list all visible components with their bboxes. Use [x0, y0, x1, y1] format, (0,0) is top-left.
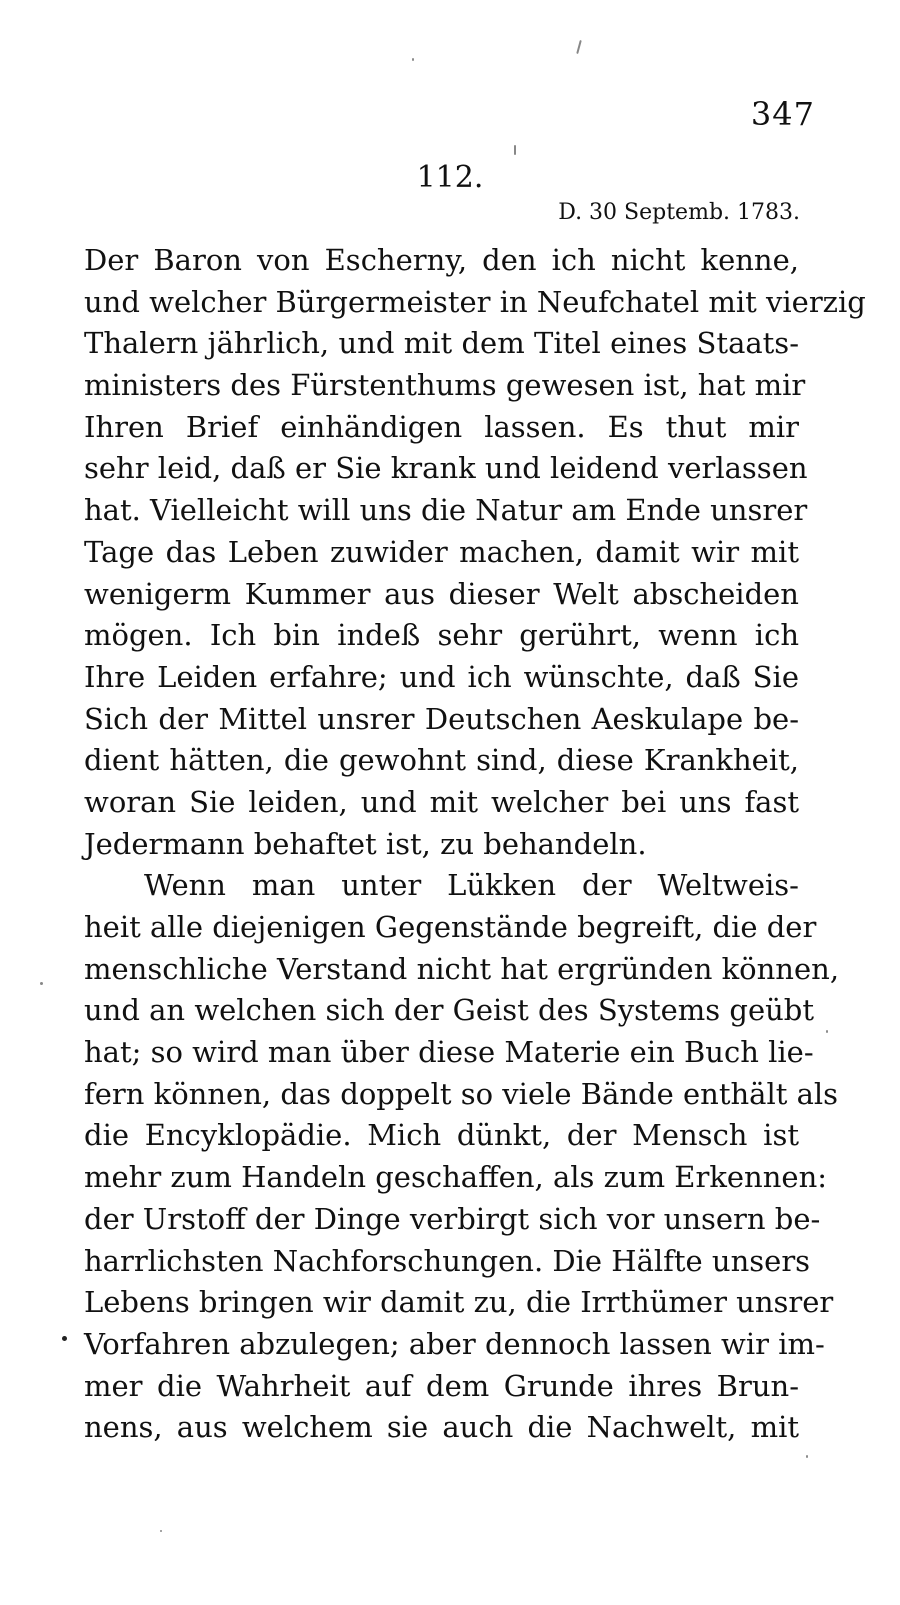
text-line: Ihre Leiden erfahre; und ich wünschte, daß Sie [84, 659, 799, 694]
paragraph-2 [84, 865, 840, 1449]
text-line: wenigerm Kummer aus dieser Welt abscheiden [84, 576, 799, 611]
text-line: fern können, das doppelt so viele Bände enthält als [84, 1076, 839, 1111]
speck [160, 1530, 162, 1532]
text-line: hat; so wird man über diese Materie ein Buch lie- [84, 1035, 814, 1070]
text-line: Thalern jährlich, und mit dem Titel eines Staats- [84, 326, 799, 361]
text-line: und an welchen sich der Geist des Systems geübt [84, 993, 815, 1028]
speck [576, 40, 582, 54]
text-line: Sich der Mittel unsrer Deutschen Aeskulape be- [84, 701, 799, 736]
text-line: heit alle diejenigen Gegenstände begreift, die der [84, 910, 817, 944]
text-line: und welcher Bürgermeister in Neufchatel mit vierzig [84, 284, 866, 319]
speck [826, 1030, 828, 1033]
text-line: Wenn man unter Lükken der Weltweis- [144, 868, 799, 903]
text-line: Jedermann behaftet ist, zu behandeln. [84, 826, 647, 861]
page-number: 347 [750, 95, 815, 133]
text-line: Der Baron von Escherny, den ich nicht kenne, [84, 243, 799, 277]
text-line: sehr leid, daß er Sie krank und leidend verlassen [84, 451, 808, 486]
paragraph-1 [84, 240, 866, 865]
text-line: mögen. Ich bin indeß sehr gerührt, wenn ich [84, 618, 799, 653]
speck [40, 982, 43, 985]
text-line: die Encyklopädie. Mich dünkt, der Mensch ist [84, 1118, 799, 1153]
speck [62, 1336, 67, 1341]
text-line: dient hätten, die gewohnt sind, diese Krankheit, [84, 743, 799, 778]
letter-number: 112. [416, 160, 484, 195]
text-line: nens, aus welchem sie auch die Nachwelt, mit [84, 1410, 799, 1445]
letter-body [84, 240, 866, 1449]
text-line: der Urstoff der Dinge verbirgt sich vor unsern be- [84, 1201, 821, 1236]
text-line: Ihren Brief einhändigen lassen. Es thut mir [84, 409, 799, 444]
text-line: hat. Vielleicht will uns die Natur am Ende unsrer [84, 493, 808, 528]
dateline: D. 30 Septemb. 1783. [558, 200, 800, 225]
text-line: mehr zum Handeln geschaffen, als zum Erkennen: [84, 1160, 828, 1195]
text-line: mer die Wahrheit auf dem Grunde ihres Brun- [84, 1368, 799, 1403]
speck [806, 1455, 808, 1458]
text-line: menschliche Verstand nicht hat ergründen können, [84, 951, 840, 986]
text-line: woran Sie leiden, und mit welcher bei uns fast [84, 784, 799, 819]
text-line: Lebens bringen wir damit zu, die Irrthümer unsrer [84, 1285, 834, 1320]
text-line: ministers des Fürstenthums gewesen ist, hat mir [84, 368, 806, 403]
text-line: harrlichsten Nachforschungen. Die Hälfte unsers [84, 1243, 811, 1278]
text-line: Vorfahren abzulegen; aber dennoch lassen wir im- [84, 1326, 825, 1361]
speck [514, 145, 516, 155]
speck [412, 58, 414, 61]
text-line: Tage das Leben zuwider machen, damit wir mit [84, 534, 799, 569]
